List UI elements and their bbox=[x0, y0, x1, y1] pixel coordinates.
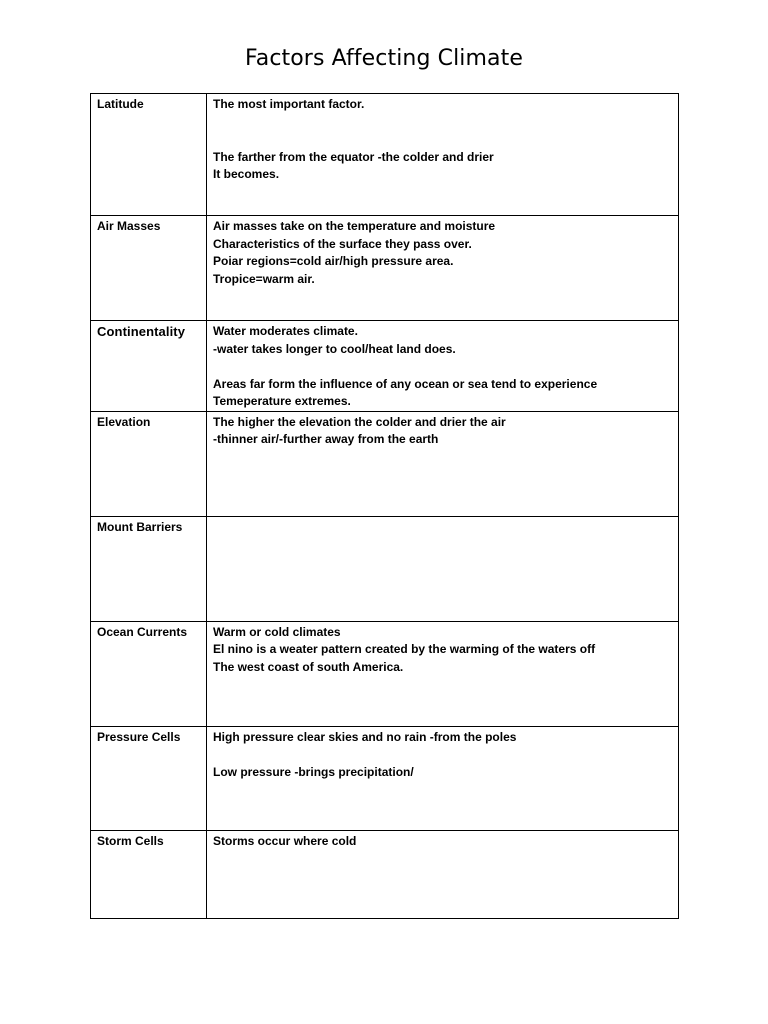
factor-label: Mount Barriers bbox=[97, 519, 183, 534]
note-line: Storms occur where cold bbox=[213, 833, 357, 848]
note-line: El nino is a weater pattern created by the warming of the waters off bbox=[213, 642, 596, 656]
note-line bbox=[213, 746, 672, 764]
note-line: Tropice=warm air. bbox=[213, 271, 315, 286]
factor-cell bbox=[91, 94, 207, 216]
note-line: It becomes. bbox=[213, 167, 280, 181]
factor-label: Pressure Cells bbox=[97, 729, 181, 744]
note-line: Low pressure -brings precipitation/ bbox=[213, 764, 414, 779]
note-line bbox=[213, 358, 672, 376]
note-line bbox=[213, 114, 672, 132]
factor-cell bbox=[91, 621, 207, 726]
table-row-ocean-currents bbox=[91, 621, 679, 726]
table-row-mount-barriers bbox=[91, 516, 679, 621]
factor-label: Latitude bbox=[97, 97, 144, 111]
table-row-continentality bbox=[91, 321, 679, 412]
factor-cell bbox=[91, 726, 207, 830]
table-row-air-masses bbox=[91, 216, 679, 321]
table-row-latitude bbox=[91, 94, 679, 216]
note-line: The west coast of south America. bbox=[213, 659, 404, 674]
table-row-storm-cells bbox=[91, 830, 679, 918]
note-line: Areas far form the influence of any ocean or sea tend to experience bbox=[213, 376, 598, 391]
note-line: Characteristics of the surface they pass over. bbox=[213, 236, 472, 251]
table-row-elevation bbox=[91, 411, 679, 516]
notes-cell bbox=[207, 216, 679, 321]
factor-cell bbox=[91, 216, 207, 321]
factor-label: Air Masses bbox=[97, 219, 161, 233]
notes-cell bbox=[207, 621, 679, 726]
note-line: Water moderates climate. bbox=[213, 324, 358, 338]
factor-cell bbox=[91, 411, 207, 516]
factor-cell bbox=[91, 516, 207, 621]
note-line: The farther from the equator -the colder and drier bbox=[213, 149, 494, 164]
factor-label: Elevation bbox=[97, 414, 151, 429]
factor-cell bbox=[91, 321, 207, 412]
factor-label: Ocean Currents bbox=[97, 624, 188, 639]
notes-cell bbox=[207, 94, 679, 216]
note-line: -thinner air/-further away from the earth bbox=[213, 432, 439, 446]
note-line: Temeperature extremes. bbox=[213, 394, 351, 408]
note-line: High pressure clear skies and no rain -from the poles bbox=[213, 729, 517, 744]
factor-cell bbox=[91, 830, 207, 918]
note-line: The higher the elevation the colder and drier the air bbox=[213, 414, 506, 429]
notes-cell bbox=[207, 516, 679, 621]
note-line: Warm or cold climates bbox=[213, 624, 341, 639]
page-title: Factors Affecting Climate bbox=[245, 46, 523, 71]
note-line: The most important factor. bbox=[213, 97, 365, 111]
factor-label: Continentality bbox=[97, 324, 186, 339]
factors-table bbox=[90, 93, 679, 919]
note-line: Air masses take on the temperature and moisture bbox=[213, 219, 496, 233]
notes-cell bbox=[207, 411, 679, 516]
factor-label: Storm Cells bbox=[97, 833, 164, 848]
notes-cell bbox=[207, 726, 679, 830]
table-row-pressure-cells bbox=[91, 726, 679, 830]
notes-cell bbox=[207, 830, 679, 918]
note-line bbox=[213, 131, 672, 149]
note-line: -water takes longer to cool/heat land does. bbox=[213, 341, 456, 356]
table-body bbox=[91, 94, 679, 919]
note-line: Poiar regions=cold air/high pressure area. bbox=[213, 254, 454, 268]
notes-cell bbox=[207, 321, 679, 412]
